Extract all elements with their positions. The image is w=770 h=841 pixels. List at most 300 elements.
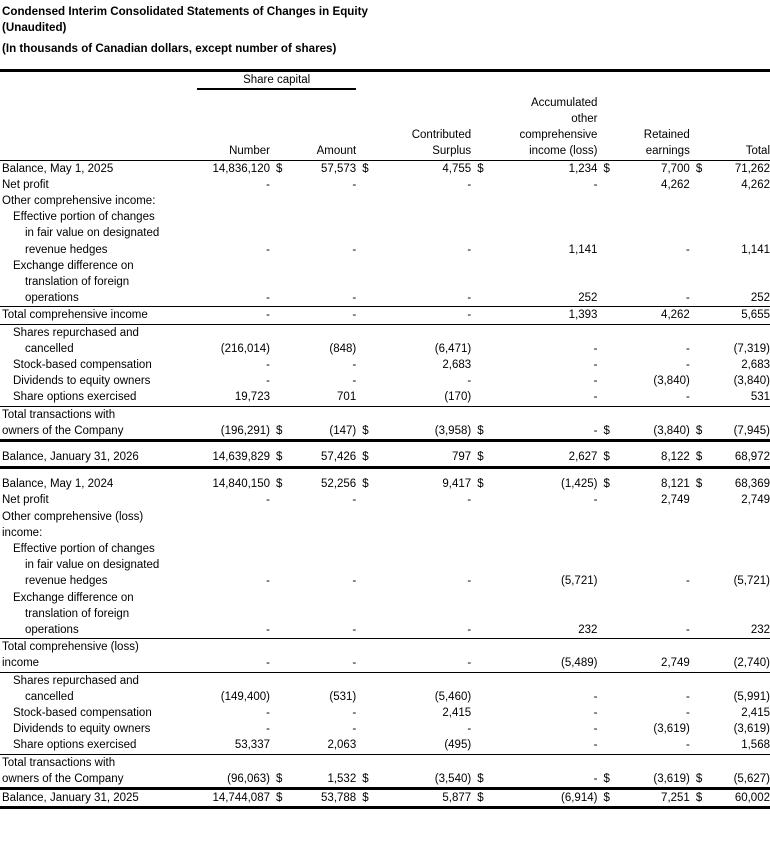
- spacer-cell: [616, 70, 690, 88]
- spacer-cell: [375, 70, 472, 88]
- value-amount: -: [352, 723, 357, 736]
- value-aoci: 1,393: [490, 307, 598, 324]
- currency-symbol: [690, 525, 708, 541]
- currency-symbol: [597, 492, 615, 508]
- currency-symbol: [597, 754, 615, 771]
- section-spacer-row: [0, 467, 770, 476]
- currency-symbol: [270, 406, 288, 423]
- table-row: [0, 689, 770, 705]
- table-row: [0, 307, 770, 324]
- table-row: [0, 242, 770, 258]
- currency-symbol: [471, 754, 489, 771]
- value-aoci: -: [593, 723, 598, 736]
- value-retained-earnings: 8,121: [661, 478, 690, 491]
- value-contributed-surplus: 2,415: [442, 707, 472, 720]
- spacer-cell: [0, 70, 197, 88]
- value-amount: -: [352, 707, 357, 720]
- spacer-cell: [616, 467, 690, 476]
- currency-symbol: [356, 557, 374, 573]
- value-contributed-surplus: -: [467, 292, 472, 305]
- spacer-cell: [270, 440, 288, 449]
- spacer-cell: [690, 70, 708, 88]
- value-aoci: -: [593, 375, 598, 388]
- spacer-cell: [490, 467, 598, 476]
- spacer-cell: [708, 467, 770, 476]
- value-total: 68,369: [734, 478, 770, 491]
- value-total: (5,721): [733, 575, 770, 588]
- row-label: Other comprehensive (loss): [2, 510, 144, 523]
- row-label: Net profit: [2, 494, 49, 507]
- currency-symbol: $: [597, 449, 615, 467]
- value-aoci: -: [593, 494, 598, 507]
- row-label: income: [0, 655, 197, 672]
- currency-symbol: [597, 509, 615, 525]
- currency-symbol: [471, 705, 489, 721]
- value-total: 2,683: [741, 358, 770, 371]
- value-total: [708, 606, 770, 622]
- value-total: [708, 541, 770, 557]
- value-retained-earnings: [616, 509, 690, 525]
- value-contributed-surplus: [375, 639, 472, 656]
- currency-symbol: [597, 258, 615, 274]
- spacer-cell: [356, 440, 374, 449]
- currency-symbol: [270, 258, 288, 274]
- value-aoci: -: [593, 391, 598, 404]
- currency-symbol: [690, 509, 708, 525]
- currency-symbol: [690, 754, 708, 771]
- currency-symbol: [597, 389, 615, 406]
- row-label: Stock-based compensation: [13, 358, 152, 371]
- currency-symbol: [270, 721, 288, 737]
- currency-symbol: [597, 689, 615, 705]
- header-label-cell: [0, 127, 197, 143]
- column-header-number: [197, 95, 270, 111]
- value-contributed-surplus: [375, 590, 472, 606]
- currency-symbol: $: [362, 162, 369, 175]
- value-amount: -: [352, 243, 357, 256]
- share-capital-group-label: Share capital: [243, 73, 311, 86]
- value-total: [708, 406, 770, 423]
- spacer-cell: [490, 70, 598, 88]
- currency-symbol: [597, 242, 615, 258]
- share-capital-group-header: [197, 70, 356, 88]
- currency-symbol: [356, 525, 374, 541]
- row-label: Total comprehensive income: [0, 307, 197, 324]
- value-number: (196,291): [197, 423, 270, 441]
- value-aoci: [490, 590, 598, 606]
- currency-symbol: $: [477, 162, 484, 175]
- value-amount: 57,573: [321, 162, 357, 175]
- value-total: 232: [750, 624, 770, 636]
- currency-symbol: $: [276, 478, 283, 491]
- currency-symbol: $: [690, 771, 708, 789]
- value-total: 71,262: [734, 162, 770, 175]
- currency-symbol: [471, 177, 489, 193]
- value-total: 1,568: [741, 739, 770, 752]
- currency-symbol: $: [276, 162, 283, 175]
- value-aoci: [490, 557, 598, 573]
- value-contributed-surplus: [375, 525, 472, 541]
- currency-header-spacer: [471, 111, 489, 127]
- value-contributed-surplus: (6,471): [434, 342, 472, 355]
- value-number: -: [197, 655, 270, 672]
- currency-header-spacer: [471, 95, 489, 111]
- column-header-aoci: Accumulated: [530, 96, 598, 109]
- table-row: [0, 557, 770, 573]
- column-header-number: [197, 111, 270, 127]
- currency-symbol: [471, 509, 489, 525]
- currency-symbol: [270, 242, 288, 258]
- value-contributed-surplus: -: [467, 243, 472, 256]
- value-total: (3,840): [733, 375, 770, 388]
- currency-symbol: [690, 492, 708, 508]
- column-header-number: [197, 127, 270, 143]
- spacer-cell: [197, 440, 270, 449]
- table-row: [0, 737, 770, 754]
- row-label: Balance, May 1, 2024: [2, 478, 114, 491]
- value-amount: [288, 324, 356, 341]
- column-header-amount: Amount: [288, 143, 356, 160]
- value-retained-earnings: [616, 672, 690, 689]
- value-aoci: [490, 639, 598, 656]
- currency-symbol: [270, 373, 288, 389]
- value-number: (149,400): [220, 690, 270, 703]
- row-label: Share options exercised: [13, 739, 137, 752]
- value-total: (5,627): [708, 771, 770, 789]
- row-label: Exchange difference on: [13, 259, 134, 272]
- currency-symbol: [270, 177, 288, 193]
- table-row: [0, 655, 770, 672]
- value-retained-earnings: [616, 606, 690, 622]
- row-label: cancelled: [25, 342, 74, 355]
- currency-header-spacer: [690, 111, 708, 127]
- value-aoci: [490, 324, 598, 341]
- value-retained-earnings: 4,262: [616, 307, 690, 324]
- value-number: -: [266, 375, 270, 388]
- currency-symbol: [270, 324, 288, 341]
- value-total: [708, 754, 770, 771]
- currency-symbol: [597, 525, 615, 541]
- table-row: [0, 754, 770, 771]
- value-amount: -: [352, 624, 357, 636]
- row-label: Stock-based compensation: [13, 707, 152, 720]
- currency-header-spacer: [270, 111, 288, 127]
- currency-symbol: $: [477, 478, 484, 491]
- row-label: owners of the Company: [0, 423, 197, 441]
- currency-header-spacer: [270, 143, 288, 160]
- value-amount: [288, 541, 356, 557]
- row-label: revenue hedges: [25, 575, 108, 588]
- currency-symbol: $: [362, 478, 369, 491]
- currency-symbol: [356, 307, 374, 324]
- currency-symbol: [356, 754, 374, 771]
- currency-symbol: [356, 705, 374, 721]
- value-retained-earnings: [616, 274, 690, 290]
- value-number: 14,744,087: [197, 789, 270, 808]
- value-contributed-surplus: (3,540): [375, 771, 472, 789]
- value-total: [708, 193, 770, 209]
- value-amount: 1,532: [288, 771, 356, 789]
- value-amount: -: [352, 178, 357, 191]
- section-spacer-row: [0, 440, 770, 449]
- currency-symbol: [471, 373, 489, 389]
- currency-symbol: [597, 357, 615, 373]
- table-row: [0, 357, 770, 373]
- value-amount: [288, 209, 356, 225]
- value-total: 2,415: [741, 707, 770, 720]
- currency-symbol: [690, 590, 708, 606]
- value-retained-earnings: [616, 754, 690, 771]
- currency-symbol: [597, 590, 615, 606]
- value-number: [197, 406, 270, 423]
- currency-symbol: [690, 705, 708, 721]
- currency-symbol: $: [270, 771, 288, 789]
- currency-header-spacer: [356, 143, 374, 160]
- currency-symbol: [356, 193, 374, 209]
- spacer-cell: [690, 467, 708, 476]
- currency-symbol: [690, 373, 708, 389]
- value-retained-earnings: -: [685, 575, 690, 588]
- value-total: (5,991): [733, 690, 770, 703]
- value-retained-earnings: 7,251: [616, 789, 690, 808]
- currency-symbol: [270, 357, 288, 373]
- currency-symbol: $: [471, 789, 489, 808]
- currency-symbol: [597, 705, 615, 721]
- value-retained-earnings: [616, 639, 690, 656]
- table-row: [0, 590, 770, 606]
- table-row: [0, 423, 770, 441]
- value-retained-earnings: -: [685, 624, 690, 636]
- value-amount: [288, 258, 356, 274]
- value-number: [197, 258, 270, 274]
- currency-symbol: [356, 389, 374, 406]
- value-retained-earnings: 4,262: [661, 178, 690, 191]
- table-row: [0, 193, 770, 209]
- currency-symbol: [270, 606, 288, 622]
- currency-header-spacer: [690, 143, 708, 160]
- currency-symbol: [356, 509, 374, 525]
- spacer-cell: [270, 467, 288, 476]
- spacer-cell: [471, 467, 489, 476]
- value-number: -: [266, 707, 270, 720]
- spacer-cell: [356, 70, 374, 88]
- value-contributed-surplus: [375, 258, 472, 274]
- value-number: [197, 193, 270, 209]
- value-aoci: -: [593, 342, 598, 355]
- currency-symbol: [471, 606, 489, 622]
- value-aoci: [490, 672, 598, 689]
- value-retained-earnings: -: [685, 739, 690, 752]
- value-total: [708, 639, 770, 656]
- currency-symbol: [690, 307, 708, 324]
- currency-symbol: [270, 622, 288, 639]
- currency-symbol: [356, 573, 374, 589]
- currency-symbol: [270, 672, 288, 689]
- spacer-cell: [375, 467, 472, 476]
- currency-symbol: [690, 357, 708, 373]
- value-amount: -: [288, 307, 356, 324]
- value-aoci: 2,627: [490, 449, 598, 467]
- value-number: [197, 754, 270, 771]
- currency-symbol: [356, 406, 374, 423]
- currency-symbol: $: [603, 162, 610, 175]
- value-amount: (848): [329, 342, 357, 355]
- value-amount: [288, 509, 356, 525]
- currency-symbol: [356, 274, 374, 290]
- value-aoci: [490, 525, 598, 541]
- table-row: [0, 789, 770, 808]
- value-amount: [288, 525, 356, 541]
- currency-symbol: $: [690, 423, 708, 441]
- currency-symbol: [356, 606, 374, 622]
- table-row: [0, 476, 770, 492]
- value-total: [708, 209, 770, 225]
- value-contributed-surplus: [375, 754, 472, 771]
- currency-symbol: $: [690, 449, 708, 467]
- currency-symbol: [270, 209, 288, 225]
- currency-symbol: [690, 193, 708, 209]
- table-row: [0, 274, 770, 290]
- currency-symbol: [356, 672, 374, 689]
- value-amount: [288, 672, 356, 689]
- value-contributed-surplus: [375, 672, 472, 689]
- currency-header-spacer: [270, 127, 288, 143]
- value-retained-earnings: [616, 541, 690, 557]
- value-number: [197, 557, 270, 573]
- spacer-cell: [471, 70, 489, 88]
- value-contributed-surplus: 2,683: [442, 358, 472, 371]
- value-amount: [288, 606, 356, 622]
- currency-symbol: [270, 655, 288, 672]
- currency-symbol: [270, 307, 288, 324]
- currency-symbol: $: [603, 478, 610, 491]
- value-amount: 53,788: [288, 789, 356, 808]
- value-aoci: (1,425): [561, 478, 598, 491]
- column-header-amount: [288, 95, 356, 111]
- currency-symbol: [471, 655, 489, 672]
- value-retained-earnings: [616, 406, 690, 423]
- table-top-rule-row: [0, 70, 770, 88]
- currency-symbol: [471, 290, 489, 307]
- value-retained-earnings: [616, 193, 690, 209]
- currency-symbol: [597, 209, 615, 225]
- table-row: [0, 177, 770, 193]
- value-contributed-surplus: -: [467, 178, 472, 191]
- value-retained-earnings: [616, 590, 690, 606]
- table-row: [0, 639, 770, 656]
- currency-symbol: [597, 341, 615, 357]
- value-total: [708, 509, 770, 525]
- row-label: income:: [2, 526, 43, 539]
- column-header-number: Number: [197, 143, 270, 160]
- value-contributed-surplus: -: [467, 375, 472, 388]
- value-aoci: -: [490, 771, 598, 789]
- value-aoci: [490, 406, 598, 423]
- currency-symbol: [356, 242, 374, 258]
- currency-symbol: [471, 193, 489, 209]
- row-label: revenue hedges: [25, 243, 108, 256]
- value-contributed-surplus: [375, 557, 472, 573]
- currency-symbol: [270, 689, 288, 705]
- value-contributed-surplus: -: [467, 624, 472, 636]
- currency-symbol: [356, 590, 374, 606]
- column-header-row: [0, 111, 770, 127]
- value-aoci: [490, 754, 598, 771]
- row-label: Exchange difference on: [13, 591, 134, 604]
- value-amount: -: [352, 575, 357, 588]
- currency-symbol: [471, 357, 489, 373]
- currency-symbol: [356, 373, 374, 389]
- value-retained-earnings: (3,840): [653, 375, 690, 388]
- spacer-cell: [708, 70, 770, 88]
- value-contributed-surplus: [375, 541, 472, 557]
- value-number: [197, 590, 270, 606]
- value-retained-earnings: -: [685, 243, 690, 256]
- spacer-cell: [288, 440, 356, 449]
- value-number: 14,836,120: [212, 162, 270, 175]
- value-retained-earnings: -: [685, 342, 690, 355]
- value-total: [708, 557, 770, 573]
- value-contributed-surplus: 4,755: [442, 162, 472, 175]
- currency-symbol: [471, 737, 489, 754]
- value-number: -: [266, 624, 270, 636]
- value-aoci: (5,721): [561, 575, 598, 588]
- currency-symbol: [471, 557, 489, 573]
- table-row: [0, 622, 770, 639]
- value-total: [708, 274, 770, 290]
- value-total: [708, 590, 770, 606]
- value-aoci: -: [490, 423, 598, 441]
- table-row: [0, 492, 770, 508]
- currency-symbol: [690, 573, 708, 589]
- column-header-retained-earnings: Retained: [643, 129, 690, 142]
- currency-symbol: [356, 639, 374, 656]
- currency-symbol: [356, 689, 374, 705]
- currency-symbol: $: [356, 771, 374, 789]
- row-label: Total transactions with: [0, 406, 197, 423]
- column-header-contributed-surplus: [375, 95, 472, 111]
- currency-symbol: [471, 639, 489, 656]
- column-header-aoci: other: [571, 112, 598, 125]
- column-header-retained-earnings: earnings: [616, 143, 690, 160]
- currency-header-spacer: [597, 127, 615, 143]
- currency-symbol: $: [270, 423, 288, 441]
- currency-symbol: [471, 622, 489, 639]
- value-aoci: (6,914): [490, 789, 598, 808]
- value-retained-earnings: -: [685, 391, 690, 404]
- currency-symbol: [356, 737, 374, 754]
- currency-symbol: [690, 622, 708, 639]
- currency-symbol: [690, 655, 708, 672]
- table-row: [0, 573, 770, 589]
- currency-symbol: $: [471, 771, 489, 789]
- table-row: [0, 541, 770, 557]
- value-total: [708, 258, 770, 274]
- value-amount: [288, 274, 356, 290]
- row-label: Dividends to equity owners: [13, 375, 151, 388]
- spacer-cell: [197, 467, 270, 476]
- equity-statement-table: [0, 69, 770, 810]
- currency-symbol: [270, 225, 288, 241]
- currency-symbol: [471, 689, 489, 705]
- value-number: -: [266, 178, 270, 191]
- table-row: [0, 721, 770, 737]
- value-contributed-surplus: (5,460): [434, 690, 472, 703]
- table-row: [0, 449, 770, 467]
- currency-symbol: $: [690, 789, 708, 808]
- value-amount: -: [352, 494, 357, 507]
- spacer-cell: [597, 440, 615, 449]
